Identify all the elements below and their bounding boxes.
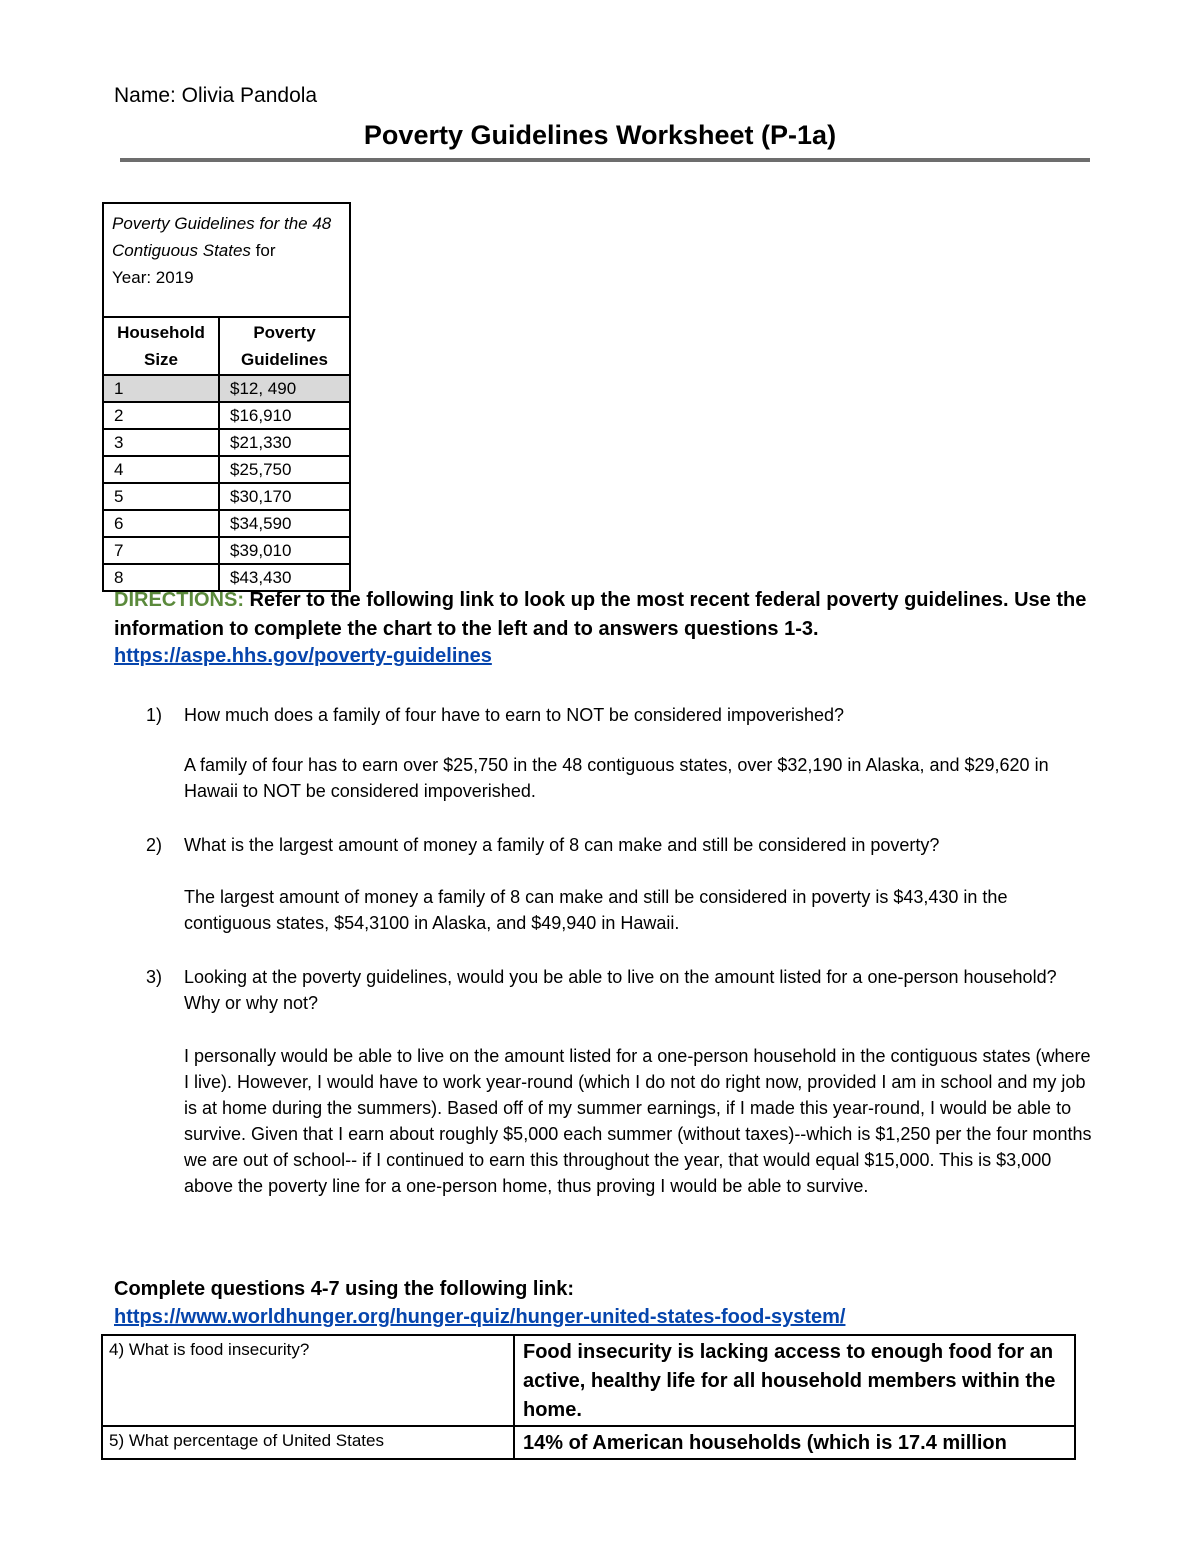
caption-italic: Poverty Guidelines for the 48 Contiguous States <box>112 214 332 260</box>
answer-cell: Food insecurity is lacking access to enough food for an active, healthy life for all household members within the home. <box>514 1335 1075 1426</box>
worldhunger-link[interactable]: https://www.worldhunger.org/hunger-quiz/hunger-united-states-food-system/ <box>114 1306 846 1328</box>
aspe-link[interactable]: https://aspe.hhs.gov/poverty-guidelines <box>114 645 492 667</box>
guideline-amount-cell: $25,750 <box>219 456 350 483</box>
answer-text: I personally would be able to live on the amount listed for a one-person household in the contiguous states (where I live). However, I would have to work year-round (which I do not do right now, provided I am in school and my job is at home during the summers). Based off of my summer earnings, if I made this year-round, I would be able to survive. Given that I earn about roughly $5,000 each summer (without taxes)--which is $1,250 per the four months we are out of school-- if I continued to earn this throughout the year, that would equal $15,000. This is $3,000 above the poverty line for a one-person home, thus proving I would be able to survive. <box>184 1046 1092 1196</box>
question-text: What is the largest amount of money a family of 8 can make and still be considered in poverty? <box>184 835 940 855</box>
table-caption <box>103 203 350 317</box>
directions-text: Refer to the following link to look up the most recent federal poverty guidelines. Use the information to complete the chart to the left and to answers questions 1-3. <box>114 589 1087 640</box>
answer-cell: 14% of American households (which is 17.4 million <box>514 1426 1075 1459</box>
answer-text: The largest amount of money a family of 8 can make and still be considered in poverty is $43,430 in the contiguous states, $54,3100 in Alaska, and $49,940 in Hawaii. <box>184 887 1008 933</box>
question-text: Looking at the poverty guidelines, would you be able to live on the amount listed for a one-person household? Why or why not? <box>184 967 1057 1013</box>
household-size-cell: 2 <box>103 402 219 429</box>
food-insecurity-table <box>101 1334 1076 1460</box>
guideline-amount-cell: $16,910 <box>219 402 350 429</box>
table-row <box>103 429 350 456</box>
table-row <box>103 402 350 429</box>
caption-for: for <box>250 241 276 260</box>
column-header-household-size: Household Size <box>103 317 219 375</box>
question-number: 3) <box>146 967 163 987</box>
table-row <box>102 1426 1075 1459</box>
household-size-cell: 6 <box>103 510 219 537</box>
household-size-cell: 8 <box>103 564 219 591</box>
column-header-poverty-guidelines: Poverty Guidelines <box>219 317 350 375</box>
guideline-amount-cell: $21,330 <box>219 429 350 456</box>
guideline-amount-cell: $43,430 <box>219 564 350 591</box>
directions <box>114 586 1104 644</box>
question-number: 2) <box>146 835 163 855</box>
table-row <box>103 375 350 402</box>
household-size-cell: 3 <box>103 429 219 456</box>
household-size-cell: 5 <box>103 483 219 510</box>
table-row <box>103 510 350 537</box>
household-size-cell: 4 <box>103 456 219 483</box>
directions-label: DIRECTIONS: <box>114 589 244 611</box>
answer-text: A family of four has to earn over $25,750 in the 48 contiguous states, over $32,190 in Alaska, and $29,620 in Hawaii to NOT be considered impoverished. <box>184 755 1049 801</box>
guideline-amount-cell: $34,590 <box>219 510 350 537</box>
title-divider <box>120 158 1090 162</box>
question-text: How much does a family of four have to earn to NOT be considered impoverished? <box>184 705 845 725</box>
page-title: Poverty Guidelines Worksheet (P-1a) <box>363 120 837 150</box>
household-size-cell: 1 <box>103 375 219 402</box>
question-number: 1) <box>146 705 163 725</box>
poverty-guidelines-table <box>102 202 351 592</box>
household-size-cell: 7 <box>103 537 219 564</box>
guideline-amount-cell: $12, 490 <box>219 375 350 402</box>
table-row <box>103 456 350 483</box>
guideline-amount-cell: $30,170 <box>219 483 350 510</box>
student-name: Name: Olivia Pandola <box>114 84 318 107</box>
question-cell: 5) What percentage of United States <box>102 1426 514 1459</box>
guideline-amount-cell: $39,010 <box>219 537 350 564</box>
table-row <box>102 1335 1075 1426</box>
section-heading: Complete questions 4-7 using the following link: <box>114 1278 575 1300</box>
caption-year: Year: 2019 <box>112 268 194 287</box>
table-row <box>103 483 350 510</box>
question-cell: 4) What is food insecurity? <box>102 1335 514 1426</box>
table-row <box>103 537 350 564</box>
